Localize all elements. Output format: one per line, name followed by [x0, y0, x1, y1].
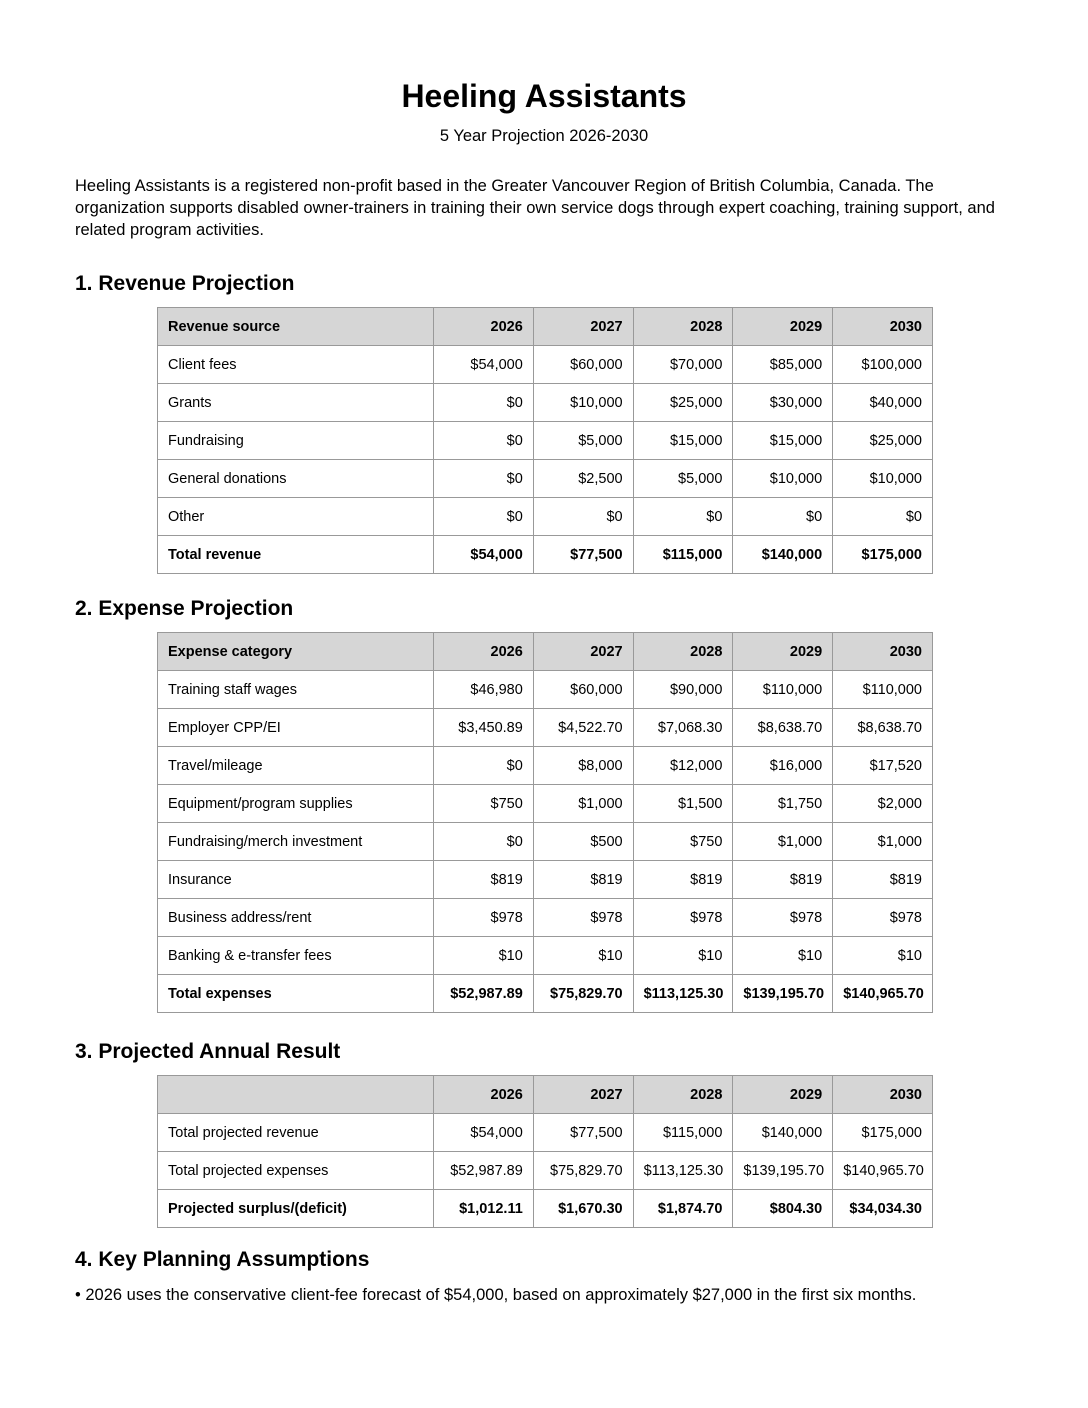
- expense-heading: 2. Expense Projection: [75, 597, 294, 620]
- column-header-year: 2030: [833, 633, 933, 671]
- column-header-year: 2029: [733, 308, 833, 346]
- value-cell: $113,125.30: [633, 975, 733, 1013]
- value-cell: $100,000: [833, 346, 933, 384]
- value-cell: $750: [633, 823, 733, 861]
- table-row: [158, 899, 933, 937]
- value-cell: $10,000: [833, 460, 933, 498]
- value-cell: $819: [733, 861, 833, 899]
- value-cell: $819: [533, 861, 633, 899]
- row-label-cell: Total revenue: [158, 536, 434, 574]
- revenue-table: [157, 307, 933, 574]
- value-cell: $115,000: [633, 1114, 733, 1152]
- document-subtitle: 5 Year Projection 2026-2030: [439, 127, 649, 145]
- value-cell: $2,500: [533, 460, 633, 498]
- value-cell: $139,195.70: [733, 1152, 833, 1190]
- value-cell: $0: [434, 422, 534, 460]
- value-cell: $15,000: [733, 422, 833, 460]
- column-header-year: 2030: [833, 1076, 933, 1114]
- result-table: [157, 1075, 933, 1228]
- value-cell: $52,987.89: [434, 1152, 534, 1190]
- value-cell: $110,000: [733, 671, 833, 709]
- value-cell: $819: [633, 861, 733, 899]
- table-row: [158, 823, 933, 861]
- value-cell: $90,000: [633, 671, 733, 709]
- table-row: [158, 747, 933, 785]
- row-label-cell: Insurance: [158, 861, 434, 899]
- row-label-cell: Client fees: [158, 346, 434, 384]
- value-cell: $1,012.11: [434, 1190, 534, 1228]
- column-header-year: 2028: [633, 1076, 733, 1114]
- row-label-cell: Total expenses: [158, 975, 434, 1013]
- value-cell: $140,000: [733, 536, 833, 574]
- column-header-year: 2026: [434, 633, 534, 671]
- value-cell: $75,829.70: [533, 975, 633, 1013]
- value-cell: $15,000: [633, 422, 733, 460]
- table-row: [158, 937, 933, 975]
- value-cell: $1,000: [733, 823, 833, 861]
- column-header-year: 2029: [733, 633, 833, 671]
- value-cell: $113,125.30: [633, 1152, 733, 1190]
- column-header-year: 2027: [533, 308, 633, 346]
- value-cell: $1,500: [633, 785, 733, 823]
- intro-paragraph: [75, 175, 1020, 241]
- value-cell: $0: [434, 823, 534, 861]
- value-cell: $77,500: [533, 536, 633, 574]
- value-cell: $140,965.70: [833, 1152, 933, 1190]
- revenue-heading: 1. Revenue Projection: [75, 272, 295, 295]
- row-label-cell: Training staff wages: [158, 671, 434, 709]
- value-cell: $16,000: [733, 747, 833, 785]
- value-cell: $8,638.70: [733, 709, 833, 747]
- value-cell: $77,500: [533, 1114, 633, 1152]
- column-header-year: 2030: [833, 308, 933, 346]
- row-label-cell: Business address/rent: [158, 899, 434, 937]
- value-cell: $10: [833, 937, 933, 975]
- table-row: [158, 384, 933, 422]
- table-row: [158, 785, 933, 823]
- value-cell: $12,000: [633, 747, 733, 785]
- table-row: [158, 460, 933, 498]
- value-cell: $140,000: [733, 1114, 833, 1152]
- row-label-cell: Grants: [158, 384, 434, 422]
- value-cell: $750: [434, 785, 534, 823]
- column-header-label: Expense category: [158, 633, 434, 671]
- column-header-year: 2026: [434, 1076, 534, 1114]
- value-cell: $1,750: [733, 785, 833, 823]
- value-cell: $1,874.70: [633, 1190, 733, 1228]
- value-cell: $10: [633, 937, 733, 975]
- value-cell: $819: [833, 861, 933, 899]
- table-row: [158, 709, 933, 747]
- value-cell: $0: [434, 460, 534, 498]
- value-cell: $1,000: [833, 823, 933, 861]
- table-row: [158, 671, 933, 709]
- value-cell: $10,000: [533, 384, 633, 422]
- value-cell: $75,829.70: [533, 1152, 633, 1190]
- value-cell: $10: [733, 937, 833, 975]
- column-header-year: 2028: [633, 308, 733, 346]
- value-cell: $978: [633, 899, 733, 937]
- assumptions-heading: 4. Key Planning Assumptions: [75, 1248, 370, 1271]
- column-header-year: 2027: [533, 633, 633, 671]
- value-cell: $140,965.70: [833, 975, 933, 1013]
- value-cell: $5,000: [533, 422, 633, 460]
- table-header-row: [158, 308, 933, 346]
- value-cell: $54,000: [434, 1114, 534, 1152]
- value-cell: $7,068.30: [633, 709, 733, 747]
- value-cell: $978: [533, 899, 633, 937]
- value-cell: $110,000: [833, 671, 933, 709]
- value-cell: $1,670.30: [533, 1190, 633, 1228]
- assumption-item: • 2026 uses the conservative client-fee forecast of $54,000, based on approximately $27,000 in the first six months.: [75, 1286, 917, 1304]
- column-header-year: 2028: [633, 633, 733, 671]
- column-header-year: 2029: [733, 1076, 833, 1114]
- value-cell: $175,000: [833, 536, 933, 574]
- value-cell: $5,000: [633, 460, 733, 498]
- row-label-cell: Travel/mileage: [158, 747, 434, 785]
- value-cell: $25,000: [833, 422, 933, 460]
- table-row: [158, 861, 933, 899]
- table-header-row: [158, 1076, 933, 1114]
- value-cell: $1,000: [533, 785, 633, 823]
- row-label-cell: Equipment/program supplies: [158, 785, 434, 823]
- value-cell: $2,000: [833, 785, 933, 823]
- table-header-row: [158, 633, 933, 671]
- value-cell: $25,000: [633, 384, 733, 422]
- value-cell: $8,638.70: [833, 709, 933, 747]
- value-cell: $60,000: [533, 346, 633, 384]
- value-cell: $34,034.30: [833, 1190, 933, 1228]
- table-row: [158, 346, 933, 384]
- column-header-label: [158, 1076, 434, 1114]
- value-cell: $978: [833, 899, 933, 937]
- row-label-cell: Total projected revenue: [158, 1114, 434, 1152]
- row-label-cell: Employer CPP/EI: [158, 709, 434, 747]
- value-cell: $500: [533, 823, 633, 861]
- table-row: [158, 1114, 933, 1152]
- value-cell: $139,195.70: [733, 975, 833, 1013]
- value-cell: $0: [434, 747, 534, 785]
- value-cell: $115,000: [633, 536, 733, 574]
- value-cell: $819: [434, 861, 534, 899]
- row-label-cell: Other: [158, 498, 434, 536]
- value-cell: $54,000: [434, 536, 534, 574]
- table-total-row: [158, 1190, 933, 1228]
- value-cell: $85,000: [733, 346, 833, 384]
- expense-table: [157, 632, 933, 1013]
- value-cell: $17,520: [833, 747, 933, 785]
- value-cell: $40,000: [833, 384, 933, 422]
- table-row: [158, 1152, 933, 1190]
- table-row: [158, 422, 933, 460]
- table-total-row: [158, 975, 933, 1013]
- value-cell: $804.30: [733, 1190, 833, 1228]
- value-cell: $0: [434, 384, 534, 422]
- value-cell: $46,980: [434, 671, 534, 709]
- column-header-label: Revenue source: [158, 308, 434, 346]
- row-label-cell: Projected surplus/(deficit): [158, 1190, 434, 1228]
- row-label-cell: Fundraising: [158, 422, 434, 460]
- value-cell: $52,987.89: [434, 975, 534, 1013]
- value-cell: $0: [733, 498, 833, 536]
- value-cell: $8,000: [533, 747, 633, 785]
- result-heading: 3. Projected Annual Result: [75, 1040, 341, 1063]
- table-row: [158, 498, 933, 536]
- value-cell: $10,000: [733, 460, 833, 498]
- document-title: Heeling Assistants: [401, 78, 687, 114]
- row-label-cell: Total projected expenses: [158, 1152, 434, 1190]
- value-cell: $60,000: [533, 671, 633, 709]
- value-cell: $10: [434, 937, 534, 975]
- value-cell: $978: [733, 899, 833, 937]
- value-cell: $10: [533, 937, 633, 975]
- value-cell: $4,522.70: [533, 709, 633, 747]
- value-cell: $0: [533, 498, 633, 536]
- value-cell: $70,000: [633, 346, 733, 384]
- row-label-cell: General donations: [158, 460, 434, 498]
- value-cell: $0: [434, 498, 534, 536]
- row-label-cell: Banking & e-transfer fees: [158, 937, 434, 975]
- value-cell: $54,000: [434, 346, 534, 384]
- intro-text: Heeling Assistants is a registered non-profit based in the Greater Vancouver Region of British Columbia, Canada. The organization supports disabled owner-trainers in training their own service dogs through expert coaching, training support, and related program activities.: [75, 177, 995, 239]
- value-cell: $3,450.89: [434, 709, 534, 747]
- column-header-year: 2026: [434, 308, 534, 346]
- value-cell: $978: [434, 899, 534, 937]
- column-header-year: 2027: [533, 1076, 633, 1114]
- table-total-row: [158, 536, 933, 574]
- value-cell: $30,000: [733, 384, 833, 422]
- row-label-cell: Fundraising/merch investment: [158, 823, 434, 861]
- value-cell: $175,000: [833, 1114, 933, 1152]
- value-cell: $0: [833, 498, 933, 536]
- value-cell: $0: [633, 498, 733, 536]
